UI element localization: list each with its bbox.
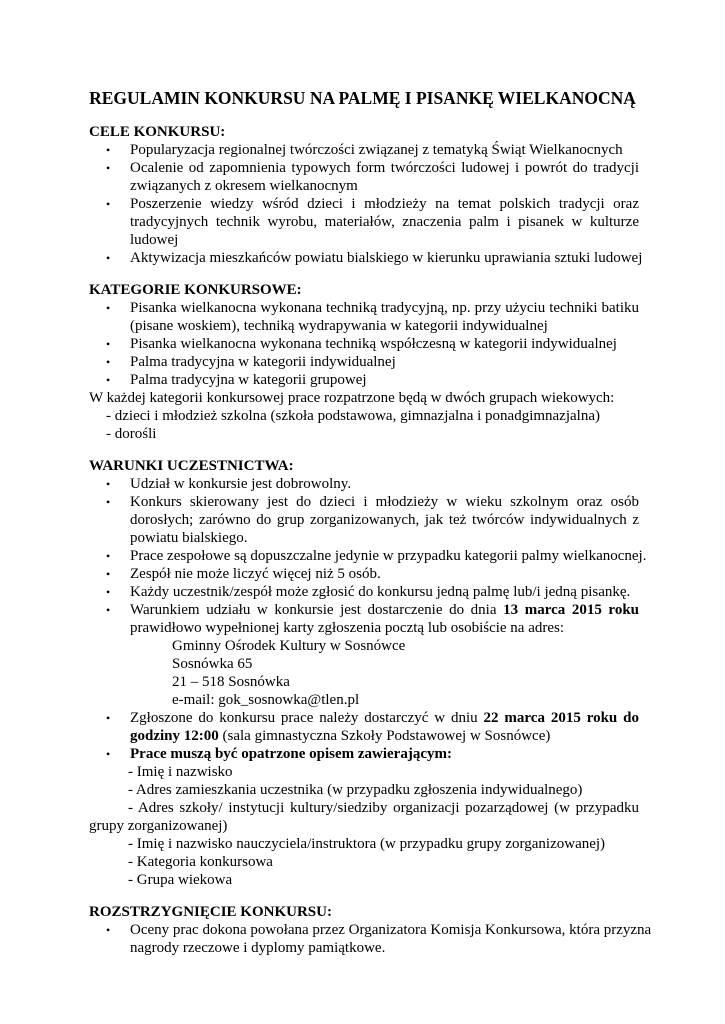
section-heading-cele: CELE KONKURSU: [89,124,226,140]
desc-item-5: - Kategoria konkursowa [128,854,273,870]
warunki-bullet-2-line-3: powiatu bialskiego. [130,530,248,546]
delivery-time: godziny 12:00 [130,728,219,744]
cele-bullet-3-line-3: ludowej [130,232,179,248]
cele-bullet-3-line-1: Poszerzenie wiedzy wśród dzieci i młodzieży na temat polskich tradycji oraz [130,196,639,212]
bullet-icon: • [106,567,111,581]
warunki-bullet-1: Udział w konkursie jest dobrowolny. [130,476,352,492]
address-email: e-mail: gok_sosnowka@tlen.pl [172,692,360,708]
delivery-place: (sala gimnastyczna Szkoły Podstawowej w Sosnówce) [218,728,551,744]
address-line-1: Gminny Ośrodek Kultury w Sosnówce [172,638,406,654]
deadline-date: 13 marca 2015 roku [503,602,639,618]
cele-bullet-2-line-1: Ocalenie od zapomnienia typowych form twórczości ludowej i powrót do tradycji [130,160,639,176]
desc-item-3-line-2: grupy zorganizowanej) [89,818,228,834]
bullet-icon: • [106,495,111,509]
cele-bullet-1: Popularyzacja regionalnej twórczości związanej z tematyką Świąt Wielkanocnych [130,142,623,158]
cele-bullet-3-line-2: tradycyjnych technik wyrobu, materiałów, znaczenia palm i pisanek w kulturze [130,214,639,230]
address-line-3: 21 – 518 Sosnówka [172,674,290,690]
desc-item-2: - Adres zamieszkania uczestnika (w przypadku zgłoszenia indywidualnego) [128,782,583,798]
address-line-2: Sosnówka 65 [172,656,253,672]
section-heading-warunki: WARUNKI UCZESTNICTWA: [89,458,294,474]
bullet-icon: • [106,143,111,157]
kategorie-bullet-3: Palma tradycyjna w kategorii indywidualnej [130,354,396,370]
delivery-date: 22 marca 2015 roku do [483,710,639,726]
desc-item-4: - Imię i nazwisko nauczyciela/instruktora (w przypadku grupy zorganizowanej) [128,836,606,852]
cele-bullet-2-line-2: związanych z okresem wielkanocnym [130,178,358,194]
warunki-bullet-6-line-1 [130,601,639,619]
bullet-icon: • [106,337,111,351]
warunki-bullet-2-line-2: dorosłych; zarówno do grup zorganizowanych, jak też twórców indywidualnych z [130,512,639,528]
bullet-icon: • [106,161,111,175]
bullet-icon: • [106,923,111,937]
section-heading-kategorie: KATEGORIE KONKURSOWE: [89,282,302,298]
desc-item-6: - Grupa wiekowa [128,872,233,888]
warunki-bullet-5: Każdy uczestnik/zespół może zgłosić do konkursu jedną palmę lub/i jedną pisankę. [130,584,631,600]
bullet-icon: • [106,251,111,265]
kategorie-note: W każdej kategorii konkursowej prace rozpatrzone będą w dwóch grupach wiekowych: [89,390,615,406]
bullet-icon: • [106,477,111,491]
deadline-text: Warunkiem udziału w konkursie jest dostarczenie do dnia [130,602,497,618]
warunki-bullet-6-line-2: prawidłowo wypełnionej karty zgłoszenia pocztą lub osobiście na adres: [130,620,565,636]
kategorie-bullet-2: Pisanka wielkanocna wykonana techniką współczesną w kategorii indywidualnej [130,336,617,352]
bullet-icon: • [106,603,111,617]
warunki-bullet-2-line-1: Konkurs skierowany jest do dzieci i młodzieży w wieku szkolnym oraz osób [130,494,639,510]
desc-item-3-line-1: - Adres szkoły/ instytucji kultury/siedziby organizacji pozarządowej (w przypadku [128,800,639,816]
bullet-icon: • [106,711,111,725]
cele-bullet-4: Aktywizacja mieszkańców powiatu bialskiego w kierunku uprawiania sztuki ludowej [130,250,643,266]
warunki-bullet-3: Prace zespołowe są dopuszczalne jedynie w przypadku kategorii palmy wielkanocnej. [130,548,647,564]
document-title: REGULAMIN KONKURSU NA PALMĘ I PISANKĘ WIELKANOCNĄ [89,88,636,108]
delivery-text: Zgłoszone do konkursu prace należy dostarczyć w dniu [130,710,478,726]
desc-item-1: - Imię i nazwisko [128,764,233,780]
bullet-icon: • [106,585,111,599]
kategorie-bullet-1-line-1: Pisanka wielkanocna wykonana techniką tradycyjną, np. przy użyciu techniki batiku [130,300,639,316]
bullet-icon: • [106,549,111,563]
rozstrzygniecie-bullet-1-line-1: Oceny prac dokona powołana przez Organizatora Komisja Konkursowa, która przyzna [130,922,652,938]
kategorie-group-2: - dorośli [106,426,157,442]
bullet-icon: • [106,373,111,387]
warunki-bullet-8: Prace muszą być opatrzone opisem zawierającym: [130,746,452,762]
kategorie-bullet-1-line-2: (pisane woskiem), techniką wydrapywania w kategorii indywidualnej [130,318,548,334]
bullet-icon: • [106,197,111,211]
bullet-icon: • [106,355,111,369]
bullet-icon: • [106,747,111,761]
rozstrzygniecie-bullet-1-line-2: nagrody rzeczowe i dyplomy pamiątkowe. [130,940,386,956]
warunki-bullet-7-line-1 [130,709,639,727]
warunki-bullet-7-line-2 [130,727,550,745]
bullet-icon: • [106,301,111,315]
kategorie-bullet-4: Palma tradycyjna w kategorii grupowej [130,372,367,388]
warunki-bullet-4: Zespół nie może liczyć więcej niż 5 osób. [130,566,381,582]
section-heading-rozstrzygniecie: ROZSTRZYGNIĘCIE KONKURSU: [89,904,332,920]
kategorie-group-1: - dzieci i młodzież szkolna (szkoła podstawowa, gimnazjalna i ponadgimnazjalna) [106,408,600,424]
